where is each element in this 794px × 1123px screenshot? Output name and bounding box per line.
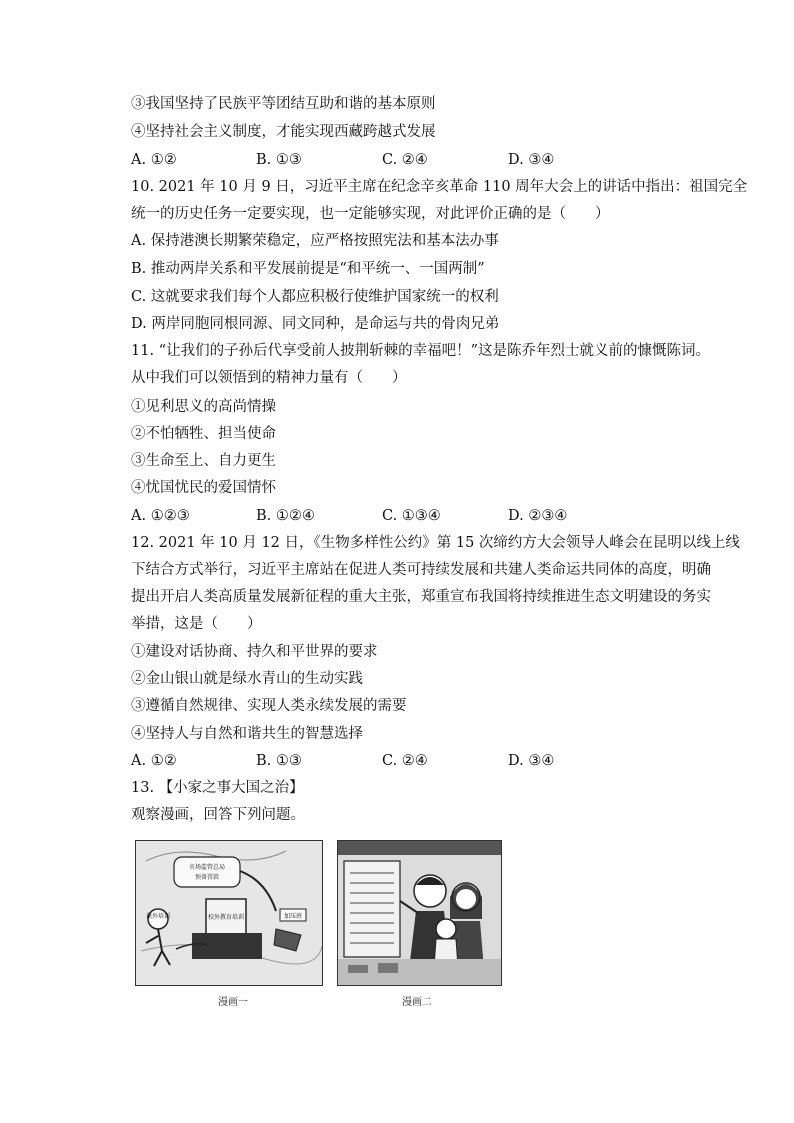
q9-option-b: B. ①③ bbox=[256, 152, 302, 168]
q12-options bbox=[131, 751, 651, 771]
q11-option-d: D. ②③④ bbox=[508, 508, 568, 524]
q11-item-1: ①见利思义的高尚情操 bbox=[131, 399, 276, 415]
q9-options bbox=[131, 150, 651, 170]
q10-option-d: D. 两岸同胞同根同源、同文同种，是命运与共的骨肉兄弟 bbox=[131, 316, 500, 332]
q13-instruction: 观察漫画，回答下列问题。 bbox=[131, 807, 305, 823]
q11-stem-line-1: 11. “让我们的子孙后代享受前人披荆斩棘的幸福吧！”这是陈乔年烈士就义前的慷慨陈词。 bbox=[131, 343, 710, 359]
q12-option-b: B. ①③ bbox=[256, 753, 302, 769]
q10-option-b: B. 推动两岸关系和平发展前提是“和平统一、一国两制” bbox=[131, 261, 485, 277]
cartoon-one-drawing bbox=[136, 841, 322, 985]
q13-title: 13. 【小家之事大国之治】 bbox=[131, 780, 304, 796]
q10-option-a: A. 保持港澳长期繁荣稳定，应严格按照宪法和基本法办事 bbox=[131, 233, 499, 249]
q12-item-1: ①建设对话协商、持久和平世界的要求 bbox=[131, 644, 378, 660]
q11-options bbox=[131, 506, 651, 526]
cartoon-one-box: 校外教育培训 bbox=[207, 914, 245, 921]
cartoon-one bbox=[135, 840, 323, 986]
q10-stem-line-2: 统一的历史任务一定要实现，也一定能够实现，对此评价正确的是（ ） bbox=[131, 206, 610, 222]
cartoon-one-tag-right: 加压班 bbox=[283, 913, 303, 920]
q9-option-d: D. ③④ bbox=[508, 152, 555, 168]
q12-stem-line-1: 12. 2021 年 10 月 12 日，《生物多样性公约》第 15 次缔约方大会领导人峰会在昆明以线上线 bbox=[131, 535, 740, 551]
q11-item-2: ②不怕牺牲、担当使命 bbox=[131, 426, 276, 442]
q12-option-c: C. ②④ bbox=[382, 753, 428, 769]
cartoon-one-caption: 漫画一 bbox=[218, 997, 248, 1008]
q11-option-a: A. ①②③ bbox=[131, 508, 190, 524]
q12-stem-line-2: 下结合方式举行，习近平主席站在促进人类可持续发展和共建人类命运共同体的高度，明确 bbox=[131, 562, 711, 578]
q9-item-4: ④坚持社会主义制度，才能实现西藏跨越式发展 bbox=[131, 124, 436, 140]
q10-option-c: C. 这就要求我们每个人都应积极行使维护国家统一的权利 bbox=[131, 289, 499, 305]
q12-item-4: ④坚持人与自然和谐共生的智慧选择 bbox=[131, 726, 363, 742]
q11-option-c: C. ①③④ bbox=[382, 508, 441, 524]
q12-option-d: D. ③④ bbox=[508, 753, 555, 769]
cartoon-one-tag-left: 课外培训 bbox=[145, 913, 171, 920]
q12-stem-line-3: 提出开启人类高质量发展新征程的重大主张，郑重宣布我国将持续推进生态文明建设的务实 bbox=[131, 589, 711, 605]
cartoon-two bbox=[337, 840, 502, 986]
cartoon-one-sign: 市场监管总局 bbox=[188, 864, 226, 871]
q12-stem-line-4: 举措，这是（ ） bbox=[131, 616, 262, 632]
cartoon-two-caption: 漫画二 bbox=[402, 997, 432, 1008]
q11-stem-line-2: 从中我们可以领悟到的精神力量有（ ） bbox=[131, 370, 407, 386]
q9-option-c: C. ②④ bbox=[382, 152, 428, 168]
q12-item-2: ②金山银山就是绿水青山的生动实践 bbox=[131, 671, 363, 687]
q12-item-3: ③遵循自然规律、实现人类永续发展的需要 bbox=[131, 698, 407, 714]
cartoon-two-drawing bbox=[338, 841, 501, 985]
q11-option-b: B. ①②④ bbox=[256, 508, 315, 524]
q11-item-3: ③生命至上、自力更生 bbox=[131, 453, 276, 469]
q12-option-a: A. ①② bbox=[131, 753, 177, 769]
q11-item-4: ④忧国忧民的爱国情怀 bbox=[131, 480, 276, 496]
q9-option-a: A. ①② bbox=[131, 152, 177, 168]
q9-item-3: ③我国坚持了民族平等团结互助和谐的基本原则 bbox=[131, 96, 436, 112]
cartoon-one-sign-2: 预备罚款 bbox=[194, 874, 220, 881]
q10-stem-line-1: 10. 2021 年 10 月 9 日，习近平主席在纪念辛亥革命 110 周年大会上的讲话中指出：祖国完全 bbox=[131, 179, 748, 195]
